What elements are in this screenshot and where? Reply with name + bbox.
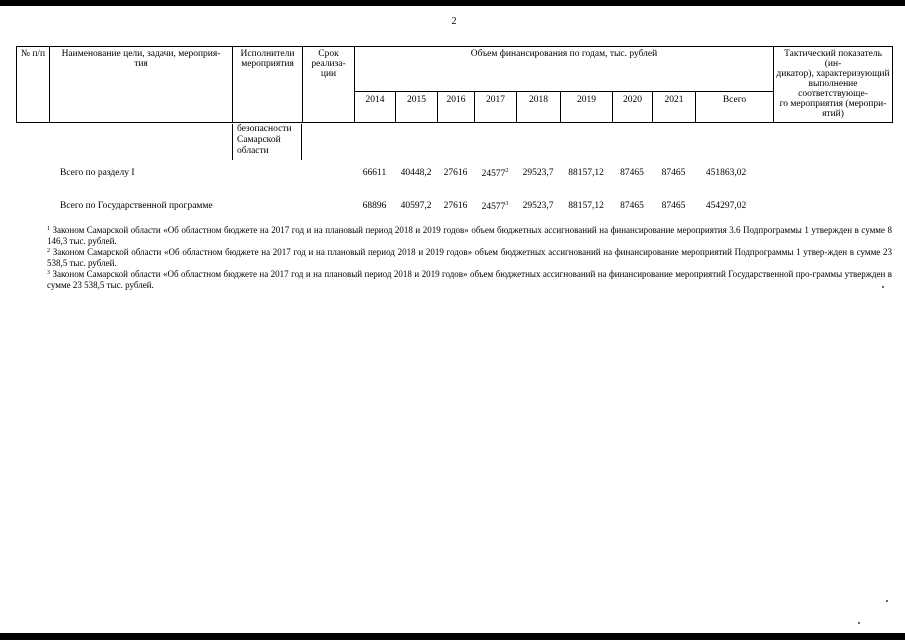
header-year-2021: 2021: [653, 92, 696, 123]
row1-2019: 88157,12: [568, 168, 604, 178]
row1-2020: 87465: [620, 168, 644, 178]
row2-2019: 88157,12: [568, 201, 604, 211]
row1-2015: 40448,2: [400, 168, 432, 178]
header-funding: Объем финансирования по годам, тыс. рублей: [355, 47, 774, 92]
header-year-2018: 2018: [517, 92, 561, 123]
footnote-3-text: Законом Самарской области «Об областном бюджете на 2017 год и на плановый период 2018 и 2019 годов» объем бюджетных ассигнований на финансирование мероприятий Государственной про-граммы утвержден в сумме 23 538,5 тыс. рублей.: [47, 269, 893, 290]
bottom-border: [0, 633, 905, 640]
row-section-total-label: Всего по разделу I: [60, 168, 135, 178]
row1-2017-value: 24577: [481, 169, 506, 179]
scan-speck: [858, 622, 860, 624]
footnote-3: [47, 268, 892, 291]
header-year-2016: 2016: [438, 92, 475, 123]
header-num: № п/п: [17, 47, 50, 123]
executor-carryover-text: безопасности Самарской области: [232, 124, 302, 160]
footnote-1-mark: 1: [47, 226, 50, 232]
row2-2017-footnote-mark: 3: [505, 201, 509, 207]
header-year-2015: 2015: [396, 92, 438, 123]
footnote-2: [47, 246, 892, 269]
header-indicator: Тактический показатель (ин- дикатор), характеризующий выполнение соответствующе- го мероприятия (меропри- ятий): [774, 47, 893, 123]
row2-2017: [474, 201, 516, 212]
row2-2014: 68896: [362, 201, 387, 211]
page-number: 2: [451, 16, 457, 27]
row2-2015: 40597,2: [400, 201, 432, 211]
row2-total: 454297,02: [705, 201, 747, 211]
scan-speck: [882, 286, 884, 288]
row2-2021: 87465: [661, 201, 686, 211]
footnote-2-mark: 2: [47, 248, 50, 254]
row1-2014: 66611: [362, 168, 387, 178]
top-border: [0, 0, 905, 6]
row2-2017-value: 24577: [481, 202, 506, 212]
header-name: Наименование цели, задачи, мероприя- тия: [50, 47, 233, 123]
row1-2017: [474, 168, 516, 179]
footnote-2-text: Законом Самарской области «Об областном бюджете на 2017 год и на плановый период 2018 и 2019 годов» объем бюджетных ассигнований на финансирование мероприятий Подпрограммы 1 утвер-ждeн в сумме 23 538,5 тыс. рублей.: [47, 247, 893, 268]
footnote-1-text: Законом Самарской области «Об областном бюджете на 2017 год и на плановый период 2018 и 2019 годов» объем бюджетных ассигнований на финансирование мероприятия 3.6 Подпрограммы 1 утвержден в сумме 8 146,3 тыс. рублей.: [47, 225, 892, 246]
header-year-2020: 2020: [613, 92, 653, 123]
footnote-3-mark: 3: [47, 270, 50, 276]
scan-speck: [886, 600, 888, 602]
row1-2016: 27616: [443, 168, 468, 178]
row1-total: 451863,02: [705, 168, 747, 178]
row2-2016: 27616: [443, 201, 468, 211]
header-year-2017: 2017: [475, 92, 517, 123]
row1-2017-footnote-mark: 2: [505, 168, 509, 174]
header-term: Срок реализа- ции: [303, 47, 355, 123]
row2-2018: 29523,7: [522, 201, 554, 211]
row1-2021: 87465: [661, 168, 686, 178]
header-executors: Исполнители мероприятия: [233, 47, 303, 123]
row1-2018: 29523,7: [522, 168, 554, 178]
row2-2020: 87465: [620, 201, 644, 211]
header-year-2019: 2019: [561, 92, 613, 123]
footnote-1: [47, 224, 892, 247]
header-year-total: Всего: [696, 92, 774, 123]
table-header: [16, 46, 893, 123]
header-year-2014: 2014: [355, 92, 396, 123]
row-program-total-label: Всего по Государственной программе: [60, 201, 213, 211]
